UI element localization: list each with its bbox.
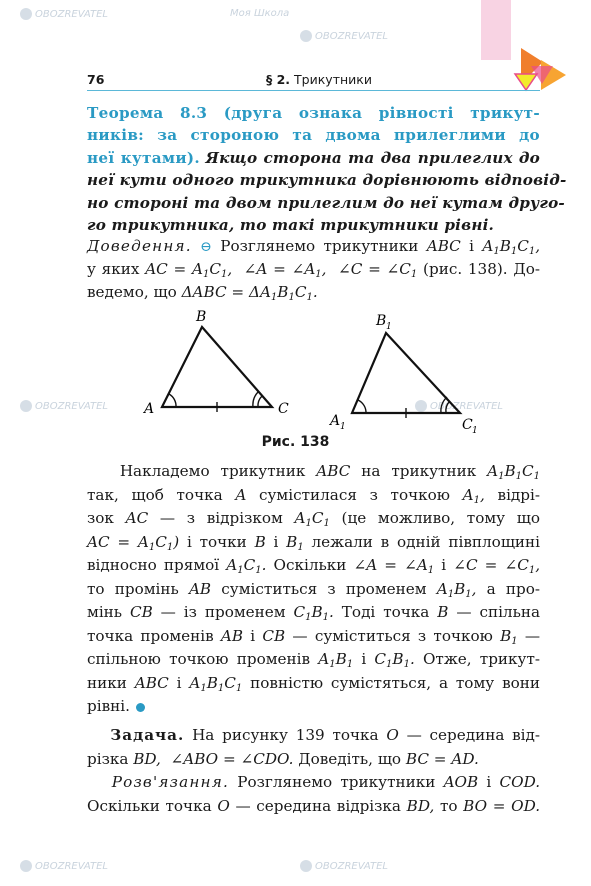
task-block <box>87 724 540 771</box>
math: BO = OD. <box>463 796 541 815</box>
body-text: лежали в одній півплощині <box>311 532 541 551</box>
proof-end-icon <box>136 703 145 712</box>
theorem-body-line: неї кути одного трикутника дорівнюють відповід- <box>87 171 567 190</box>
proof-label: Доведення. <box>87 237 192 255</box>
body-line: зок AC — з відрізком $A_1C_1$ (це можливо, тому що <box>87 509 541 529</box>
math: $A_1C_1$. <box>226 556 267 576</box>
solution-text: Оскільки точка <box>87 796 212 815</box>
solution-label: Розв'язання. <box>111 773 230 791</box>
math: O <box>386 726 399 744</box>
math: O <box>217 796 230 815</box>
watermark: Моя Школа <box>230 8 290 19</box>
theorem-block <box>87 102 567 236</box>
theorem-body-line: го трикутника, то такі трикутники рівні. <box>87 216 495 235</box>
math: $B_1$ <box>286 532 304 553</box>
body-line: AC = $A_1C_1$) і точки B і $B_1$ лежали в одній півплощині <box>87 532 541 553</box>
watermark <box>300 860 388 872</box>
label-c1: C <box>462 417 473 433</box>
figure-138 <box>140 305 500 440</box>
task-text: різка <box>87 749 129 768</box>
math: $A_1B_1$, <box>436 579 477 600</box>
theorem-head-line: ників: за стороною та двома прилеглими до <box>87 126 540 145</box>
body-text: сумістилася з точкою <box>258 485 450 504</box>
body-text: — <box>524 626 541 645</box>
body-text: відносно прямої <box>87 556 220 574</box>
watermark-logo-icon <box>20 8 32 20</box>
proof-block <box>87 235 540 303</box>
task-text: — середина від- <box>406 726 541 744</box>
body-text: і точки <box>186 532 247 551</box>
math: AC <box>125 509 149 527</box>
theorem-body-text: Якщо сторона та два прилеглих до <box>205 148 540 167</box>
label-b: B <box>196 309 207 325</box>
watermark <box>20 400 108 412</box>
task-line <box>87 748 540 772</box>
math: AB <box>188 579 212 598</box>
math: ABC <box>316 462 351 480</box>
body-text: Отже, трикут- <box>422 650 541 668</box>
task-text: На рисунку 139 точка <box>192 726 379 744</box>
math-a1b1c1: $A_1B_1C_1$, <box>482 237 541 257</box>
label-a1-sub: 1 <box>340 422 346 432</box>
task-text: Доведіть, що <box>298 749 402 768</box>
math: BD, ∠ABO = ∠CDO. <box>133 749 294 768</box>
section-name: Трикутники <box>294 72 372 87</box>
math: AOB <box>443 773 479 791</box>
watermark-logo-icon <box>20 860 32 872</box>
watermark <box>300 30 388 42</box>
math: ∠A = $\angle A_1$ <box>353 556 435 576</box>
figure-caption: Рис. 138 <box>261 434 330 450</box>
proof-line <box>87 258 540 280</box>
body-text: ники <box>87 673 127 692</box>
solution-text: Розглянемо трикутники <box>237 773 436 791</box>
body-line: ники ABC і $A_1B_1C_1$ повністю сумістяться, а тому вони <box>87 673 541 694</box>
theorem-body-line: но стороні та двом прилеглим до неї кутам друго- <box>87 193 565 212</box>
proof-text: ведемо, що <box>87 282 177 301</box>
label-b1: B <box>376 313 387 329</box>
solution-text: — середина відрізка <box>235 796 401 815</box>
body-text: рівні. <box>87 697 130 715</box>
label-b1-sub: 1 <box>386 322 392 332</box>
body-text: Тоді точка <box>341 603 430 621</box>
watermark-text: OBOZREVATEL <box>35 861 108 872</box>
body-text: і <box>250 626 256 645</box>
body-line <box>87 484 540 508</box>
body-text: (це можливо, тому що <box>341 509 541 527</box>
body-text: з відрізком <box>186 509 283 527</box>
body-line: спільною точкою променів $A_1B_1$ і $C_1B_1$. Отже, трикут- <box>87 650 541 670</box>
math: ABC <box>134 673 169 692</box>
proof-text: (рис. 138). До- <box>423 260 541 279</box>
proof-line <box>87 281 540 303</box>
page-number: 76 <box>87 72 105 87</box>
proof-text: і <box>469 237 474 255</box>
triangle-abc <box>162 327 272 412</box>
math: AB <box>220 626 244 645</box>
body-text: мінь <box>87 603 123 621</box>
body-text: зок <box>87 509 114 527</box>
label-a: A <box>144 401 155 417</box>
body-text: Накладемо трикутник <box>119 462 306 480</box>
body-line: мінь CB — із променем $C_1B_1$. Тоді точка B — спільна <box>87 603 541 623</box>
body-text: на трикутник <box>361 462 477 480</box>
proof-text: у яких <box>87 260 140 279</box>
math: CB <box>262 626 286 645</box>
math: B <box>254 532 266 551</box>
solution-text: і <box>486 773 492 791</box>
proof-start-icon: ⊖ <box>200 239 212 255</box>
math: $C_1B_1$. <box>293 603 334 623</box>
watermark <box>20 8 108 20</box>
page-header <box>87 68 540 91</box>
body-text: із променем <box>183 603 286 621</box>
body-line: відносно прямої $A_1C_1$. Оскільки ∠A = $\angle A_1$ і ∠C = $\angle C_1$, <box>87 556 541 576</box>
solution-line <box>87 771 540 795</box>
math: $A_1B_1$ <box>318 650 354 670</box>
solution-text: то <box>439 796 458 815</box>
body-text: відрі- <box>497 485 540 504</box>
task-line <box>87 724 540 748</box>
body-text: а про- <box>486 579 541 598</box>
section-title <box>266 72 372 87</box>
watermark-text: OBOZREVATEL <box>315 31 388 42</box>
solution-block <box>87 771 540 818</box>
math: CB <box>129 603 153 621</box>
body-text: суміститься з променем <box>221 579 427 598</box>
watermark-text: OBOZREVATEL <box>315 861 388 872</box>
watermark <box>20 860 108 872</box>
math-congruence: $\Delta ABC = \Delta A_1B_1C_1$. <box>181 282 318 303</box>
proof-text: Розглянемо трикутники <box>220 237 419 255</box>
body-text: повністю сумістяться, а тому вони <box>250 673 541 692</box>
body-line <box>87 460 540 484</box>
math: B <box>437 603 449 621</box>
watermark-logo-icon <box>300 860 312 872</box>
body-text: Оскільки <box>273 556 347 574</box>
body-text: — суміститься з точкою <box>292 626 493 645</box>
math: $C_1B_1$. <box>374 650 415 670</box>
math: $A_1B_1C_1$ <box>487 462 541 482</box>
body-block <box>87 460 540 719</box>
watermark-logo-icon <box>20 400 32 412</box>
label-c: C <box>278 401 289 417</box>
body-text: — спільна <box>456 603 541 621</box>
theorem-head-line: неї кутами). <box>87 148 200 167</box>
solution-line <box>87 795 540 819</box>
math: BD, <box>406 796 435 815</box>
math: A <box>235 485 247 504</box>
math: $A_1$, <box>462 485 485 506</box>
theorem-mixed-line <box>87 147 540 169</box>
label-a1: A <box>330 413 341 429</box>
math: BC = AD. <box>405 749 479 768</box>
math: AC = $A_1C_1$) <box>87 532 180 553</box>
task-label: Задача. <box>110 726 185 744</box>
math: $A_1B_1C_1$ <box>189 673 243 694</box>
watermark-text: OBOZREVATEL <box>35 9 108 20</box>
label-c1-sub: 1 <box>472 426 478 436</box>
body-text: спільною точкою променів <box>87 650 311 668</box>
body-text: точка променів <box>87 626 214 645</box>
math: ∠C = $\angle C_1$, <box>453 556 541 576</box>
math: COD. <box>499 773 541 791</box>
watermark-text: OBOZREVATEL <box>35 401 108 412</box>
theorem-head-line: Теорема 8.3 (друга ознака рівності трикут- <box>87 104 540 122</box>
body-line <box>87 625 540 649</box>
math-equalities: AC = $A_1C_1$, ∠A = $\angle A_1$, ∠C = $\angle C_1$ <box>145 260 418 281</box>
section-prefix: § 2. <box>266 72 291 87</box>
body-text: так, щоб точка <box>87 485 223 504</box>
body-text: то промінь <box>87 579 179 598</box>
math: $B_1$ <box>500 626 518 647</box>
watermark-text: OBOZREVATEL <box>430 401 503 412</box>
triangle-a1b1c1 <box>352 333 460 418</box>
math: $A_1C_1$ <box>294 509 330 529</box>
proof-line <box>87 235 540 258</box>
watermark-logo-icon <box>300 30 312 42</box>
math-abc: ABC <box>426 237 461 255</box>
body-line <box>87 578 540 602</box>
body-line <box>87 695 540 719</box>
